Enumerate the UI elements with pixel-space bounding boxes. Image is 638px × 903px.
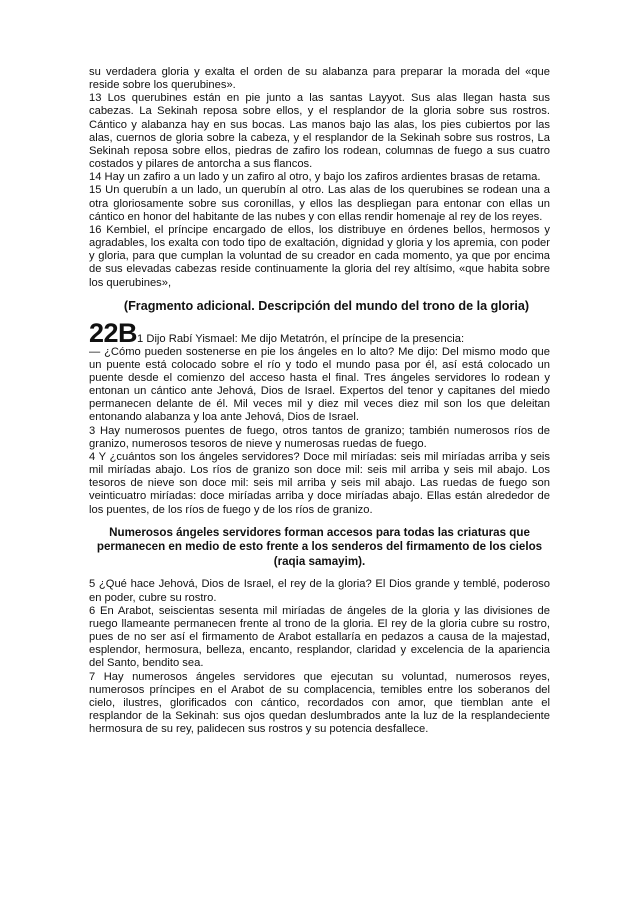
chapter-number: 22B — [89, 317, 138, 348]
document-page — [89, 66, 550, 736]
paragraph-verse-3: 3 Hay numerosos puentes de fuego, otros tantos de granizo; también numerosos ríos de granizo, numerosos tesoros de nieve y numerosas ruedas de fuego. — [89, 424, 550, 450]
paragraph-verse-7: 7 Hay numerosos ángeles servidores que ejecutan su voluntad, numerosos reyes, numerosos príncipes en el Arabot de su complacencia, temibles entre los soberanos del cielo, ilustres, glorificados con cántico, recordados con amor, que tiemblan ante el resplandor de la Sekinah: sus ojos quedan deslumbrados ante la luz de la resplandeciente hermosura de su rey, palidecen sus rostros y su potencia desfallece. — [89, 670, 550, 736]
chapter-opening — [89, 317, 550, 348]
paragraph-verse-4: 4 Y ¿cuántos son los ángeles servidores? Doce mil miríadas: seis mil miríadas arriba y seis mil miríadas abajo. Los ríos de granizo son doce mil: seis mil arriba y seis mil abajo. Los tesoros de nieve son doce mil: seis mil arriba y seis mil abajo. Las ruedas de fuego son veinticuatro miríadas: doce miríadas arriba y doce miríadas abajo. Ellas están alrededor de los puentes, de los ríos de fuego y de los ríos de granizo. — [89, 450, 550, 516]
paragraph-verse-13: 13 Los querubines están en pie junto a las santas Layyot. Sus alas llegan hasta sus cabezas. La Sekinah reposa sobre ellos, y el resplandor de la gloria sobre sus rostros. Cántico y alabanza hay en sus bocas. Las manos bajo las alas, los pies cubiertos por las alas, cuernos de gloria sobre la cabeza, y el resplandor de la Sekinah sobre sus rostros, La Sekinah reposa sobre ellos, piedras de zafiro los rodean, columnas de fuego a sus cuatro costados y pilares de antorcha a sus flancos. — [89, 92, 550, 171]
paragraph-verse-2: — ¿Cómo pueden sostenerse en pie los ángeles en lo alto? Me dijo: Del mismo modo que un puente está colocado sobre el río y todo el mundo pasa por él, así está colocado un puente desde el comienzo del acceso hasta el final. Tres ángeles servidores lo rodean y entonan un cántico ante Jehová, Dios de Israel. Expertos del tenor y capitanes del miedo permanecen delante de él. Mil veces mil y diez mil veces diez mil son los que deleitan entonando alabanza y loa ante Jehová, Dios de Israel. — [89, 345, 550, 424]
paragraph-verse-16: 16 Kembiel, el príncipe encargado de ellos, los distribuye en órdenes bellos, hermosos y agradables, los exalta con todo tipo de exaltación, dignidad y gloria y los apremia, con poder y gloria, para que cumplan la voluntad de su creador en cada momento, ya que por encima de sus elevadas cabezas reside continuamente la gloria del rey altísimo, «que habita sobre los querubines», — [89, 223, 550, 289]
paragraph-verse-5: 5 ¿Qué hace Jehová, Dios de Israel, el rey de la gloria? El Dios grande y temblé, poderoso en poder, cubre su rostro. — [89, 578, 550, 604]
paragraph-verse-15: 15 Un querubín a un lado, un querubín al otro. Las alas de los querubines se rodean una a otra gloriosamente sobre sus coronillas, y ellos las despliegan para entonar con ellas un cántico en honor del habitante de las nubes y con ellas rendir homenaje al rey de los reyes. — [89, 184, 550, 223]
chapter-first-line: 1 Dijo Rabí Yismael: Me dijo Metatrón, el príncipe de la presencia: — [137, 332, 465, 345]
paragraph-verse-6: 6 En Arabot, seiscientas sesenta mil miríadas de ángeles de la gloria y las divisiones de ruego llameante permanecen frente al trono de la gloria. El rey de la gloria cubre su rostro, pues de no ser así el firmamento de Arabot estallaría en pedazos a causa de la majestad, esplendor, hermosura, belleza, encanto, resplandor, claridad y excelencia de la apariencia del Santo, bendito sea. — [89, 604, 550, 670]
section-heading-angels: Numerosos ángeles servidores forman accesos para todas las criaturas que permanecen en medio de esto frente a los senderos del firmamento de los cielos (raqia samayim). — [96, 525, 543, 568]
paragraph-continuation: su verdadera gloria y exalta el orden de su alabanza para preparar la morada del «que reside sobre los querubines». — [89, 66, 550, 92]
section-heading-fragment: (Fragmento adicional. Descripción del mundo del trono de la gloria) — [123, 298, 530, 313]
paragraph-verse-14: 14 Hay un zafiro a un lado y un zafiro al otro, y bajo los zafiros ardientes brasas de retama. — [89, 171, 541, 184]
